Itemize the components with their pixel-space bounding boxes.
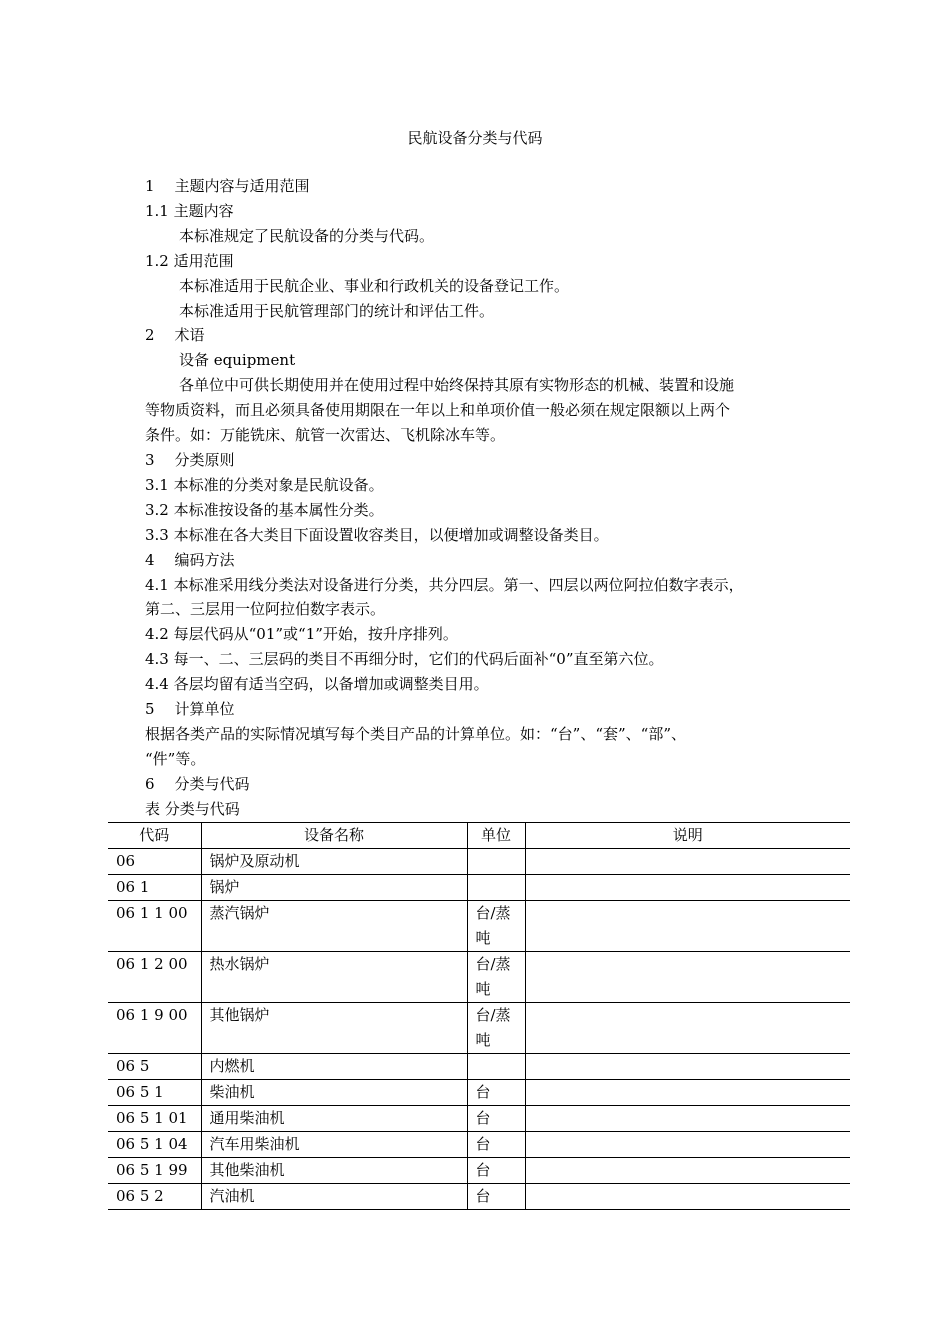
column-header-code: 代码 — [108, 823, 201, 849]
section-1-2-text-1: 本标准适用于民航企业、事业和行政机关的设备登记工作。 — [179, 276, 570, 295]
unit-cell: 台/蒸吨 — [467, 901, 525, 952]
section-number: 4 — [145, 550, 155, 569]
section-number: 5 — [145, 700, 155, 719]
name-cell: 通用柴油机 — [201, 1106, 467, 1132]
code-cell: 06 1 2 00 — [108, 952, 201, 1003]
code-cell: 06 5 1 99 — [108, 1158, 201, 1184]
code-cell: 06 5 1 04 — [108, 1132, 201, 1158]
section-title: 编码方法 — [174, 550, 235, 569]
section-1-2-text-2: 本标准适用于民航管理部门的统计和评估工件。 — [179, 301, 495, 320]
note-cell — [525, 1003, 850, 1054]
section-3-2: 3.2 本标准按设备的基本属性分类。 — [145, 500, 384, 519]
note-cell — [525, 1184, 850, 1210]
section-4-1-line-2: 第二、三层用一位阿拉伯数字表示。 — [145, 600, 386, 619]
name-cell: 蒸汽锅炉 — [201, 901, 467, 952]
section-6-heading — [145, 772, 815, 797]
section-title: 术语 — [174, 326, 205, 345]
table-row — [108, 1003, 850, 1054]
table-caption: 表 分类与代码 — [145, 799, 240, 818]
name-cell: 汽车用柴油机 — [201, 1132, 467, 1158]
section-title: 分类与代码 — [174, 774, 250, 793]
document-body — [145, 174, 815, 822]
section-title: 主题内容与适用范围 — [174, 177, 310, 195]
code-cell: 06 5 1 01 — [108, 1106, 201, 1132]
name-cell: 锅炉 — [201, 875, 467, 901]
note-cell — [525, 1080, 850, 1106]
note-cell — [525, 1132, 850, 1158]
section-5-heading — [145, 697, 815, 722]
code-cell: 06 1 1 00 — [108, 901, 201, 952]
code-cell: 06 — [108, 849, 201, 875]
note-cell — [525, 901, 850, 952]
term-definition-line-2: 等物质资料，而且必须具备使用期限在一年以上和单项价值一般必须在规定限额以上两个 — [145, 401, 731, 420]
name-cell: 内燃机 — [201, 1054, 467, 1080]
section-1-2-heading: 1.2 适用范围 — [145, 251, 234, 270]
code-cell: 06 5 — [108, 1054, 201, 1080]
note-cell — [525, 1158, 850, 1184]
section-5-text-line-2: “件”等。 — [145, 749, 206, 768]
term-definition-line-1: 各单位中可供长期使用并在使用过程中始终保持其原有实物形态的机械、装置和设施 — [179, 376, 735, 395]
table-row — [108, 1080, 850, 1106]
section-5-text-line-1: 根据各类产品的实际情况填写每个类目产品的计算单位。如：“台”、“套”、“部”、 — [145, 724, 687, 743]
section-1-1-heading: 1.1 主题内容 — [145, 201, 234, 220]
table-header-row — [108, 823, 850, 849]
note-cell — [525, 849, 850, 875]
column-header-name: 设备名称 — [201, 823, 467, 849]
section-1-1-text: 本标准规定了民航设备的分类与代码。 — [179, 226, 435, 245]
section-4-heading — [145, 548, 815, 573]
section-4-4: 4.4 各层均留有适当空码，以备增加或调整类目用。 — [145, 675, 489, 694]
unit-cell — [467, 875, 525, 901]
table-row — [108, 1158, 850, 1184]
table-row — [108, 875, 850, 901]
unit-cell: 台 — [467, 1184, 525, 1210]
document-title: 民航设备分类与代码 — [407, 129, 543, 147]
term-equipment: 设备 equipment — [179, 351, 296, 370]
column-header-unit: 单位 — [467, 823, 525, 849]
section-title: 计算单位 — [174, 700, 235, 719]
name-cell: 其他锅炉 — [201, 1003, 467, 1054]
classification-table — [108, 822, 850, 1210]
note-cell — [525, 952, 850, 1003]
name-cell: 其他柴油机 — [201, 1158, 467, 1184]
unit-cell: 台 — [467, 1132, 525, 1158]
unit-cell: 台 — [467, 1080, 525, 1106]
code-cell: 06 5 2 — [108, 1184, 201, 1210]
section-number: 2 — [145, 326, 155, 345]
code-cell: 06 1 — [108, 875, 201, 901]
section-number: 3 — [145, 450, 155, 469]
table-row — [108, 1132, 850, 1158]
note-cell — [525, 1054, 850, 1080]
section-number: 1 — [145, 177, 155, 195]
section-4-2: 4.2 每层代码从“01”或“1”开始，按升序排列。 — [145, 625, 458, 644]
section-1-heading — [145, 174, 815, 199]
code-cell: 06 5 1 — [108, 1080, 201, 1106]
section-3-3: 3.3 本标准在各大类目下面设置收容类目，以便增加或调整设备类目。 — [145, 525, 609, 544]
unit-cell: 台/蒸吨 — [467, 952, 525, 1003]
unit-cell — [467, 1054, 525, 1080]
unit-cell: 台/蒸吨 — [467, 1003, 525, 1054]
term-definition-line-3: 条件。如：万能铣床、航管一次雷达、飞机除冰车等。 — [145, 426, 506, 445]
section-2-heading — [145, 323, 815, 348]
name-cell: 热水锅炉 — [201, 952, 467, 1003]
table-row — [108, 1184, 850, 1210]
unit-cell: 台 — [467, 1158, 525, 1184]
table-row — [108, 1054, 850, 1080]
section-title: 分类原则 — [174, 450, 235, 469]
name-cell: 柴油机 — [201, 1080, 467, 1106]
note-cell — [525, 1106, 850, 1132]
section-4-3: 4.3 每一、二、三层码的类目不再细分时，它们的代码后面补“0”直至第六位。 — [145, 650, 664, 669]
note-cell — [525, 875, 850, 901]
name-cell: 锅炉及原动机 — [201, 849, 467, 875]
unit-cell — [467, 849, 525, 875]
table-row — [108, 849, 850, 875]
name-cell: 汽油机 — [201, 1184, 467, 1210]
table-row — [108, 1106, 850, 1132]
table-row — [108, 901, 850, 952]
table-row — [108, 952, 850, 1003]
column-header-note: 说明 — [525, 823, 850, 849]
section-3-heading — [145, 448, 815, 473]
section-3-1: 3.1 本标准的分类对象是民航设备。 — [145, 475, 384, 494]
code-cell: 06 1 9 00 — [108, 1003, 201, 1054]
unit-cell: 台 — [467, 1106, 525, 1132]
section-4-1-line-1: 4.1 本标准采用线分类法对设备进行分类，共分四层。第一、四层以两位阿拉伯数字表示， — [145, 575, 744, 594]
section-number: 6 — [145, 774, 155, 793]
